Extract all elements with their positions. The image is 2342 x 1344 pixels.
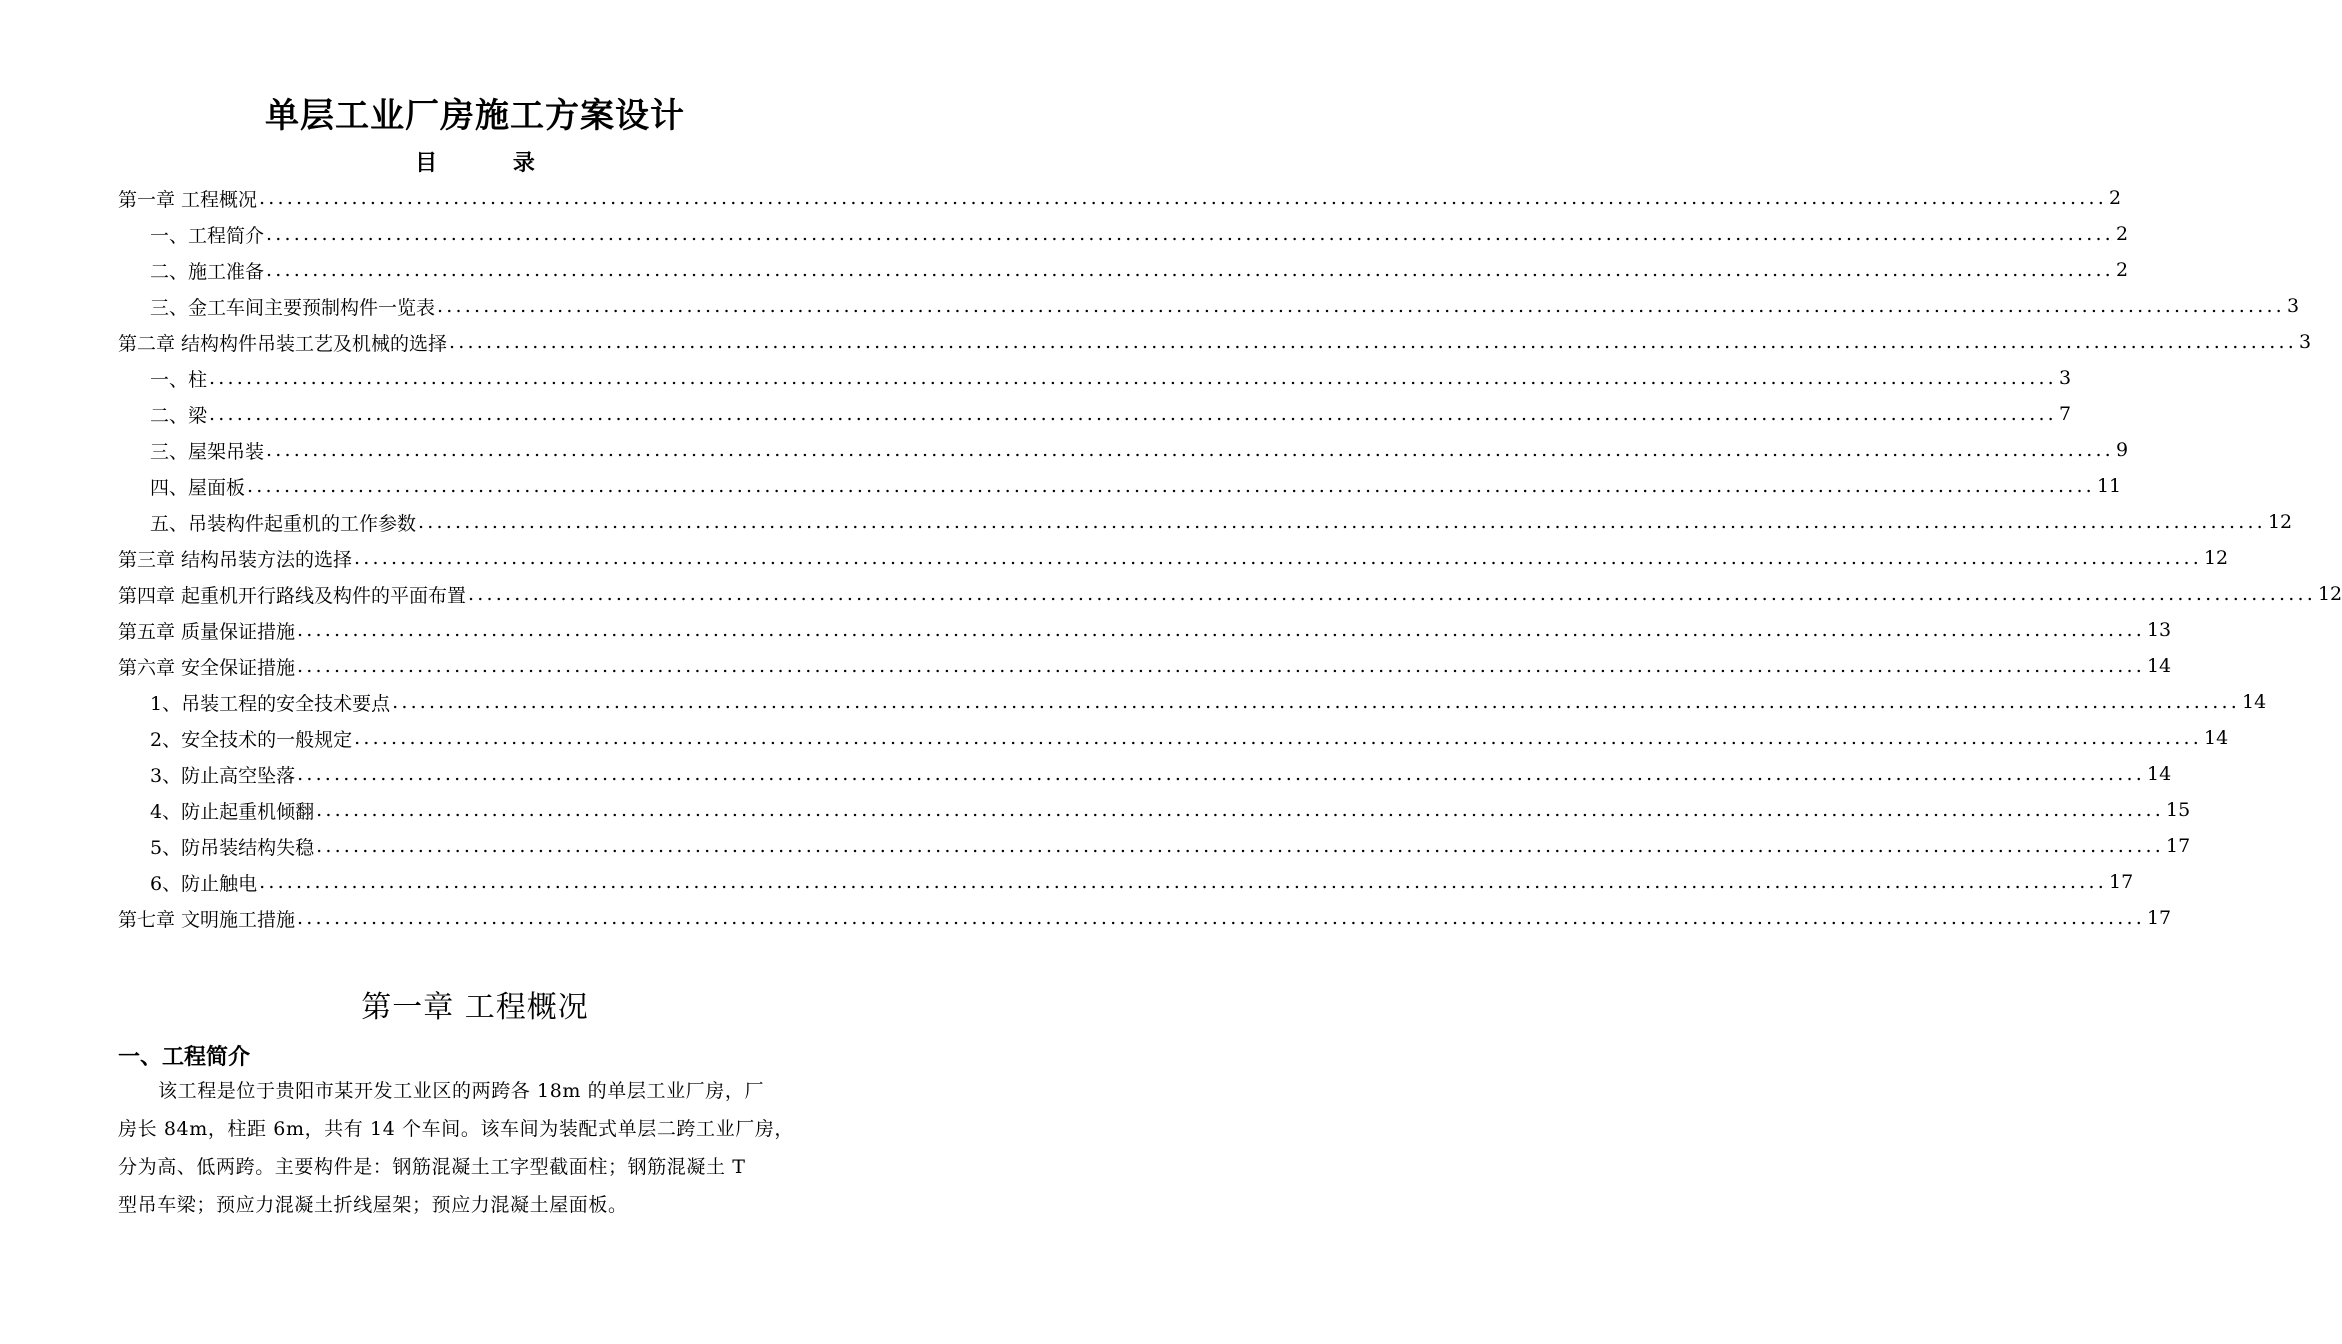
toc-entry[interactable]: [150, 684, 2267, 720]
toc-entry-label: 五、吊装构件起重机的工作参数: [150, 512, 417, 535]
toc-leader-dots: ........................................................................................................................................................................................................: [297, 619, 2145, 641]
toc-entry-page: 14: [2242, 691, 2267, 713]
toc-entry-page: 17: [2166, 835, 2191, 857]
toc-entry-label: 第三章 结构吊装方法的选择: [118, 548, 353, 571]
toc-entry[interactable]: [118, 648, 2172, 684]
toc-leader-dots: ........................................................................................................................................................................................................: [297, 763, 2146, 785]
toc-entry-label: 第六章 安全保证措施: [118, 656, 296, 679]
toc-entry-label: 一、柱: [150, 368, 208, 391]
document-title: 单层工业厂房施工方案设计: [265, 96, 685, 136]
toc-leader-dots: ........................................................................................................................................................................................................: [354, 547, 2202, 569]
toc-entry-label: 1、吊装工程的安全技术要点: [150, 692, 391, 715]
toc-entry-label: 5、防吊装结构失稳: [150, 836, 315, 859]
toc-leader-dots: ........................................................................................................................................................................................................: [468, 583, 2316, 605]
toc-entry[interactable]: [118, 612, 2172, 648]
toc-entry-label: 4、防止起重机倾翻: [150, 800, 315, 823]
toc-entry-label: 第一章 工程概况: [118, 188, 258, 211]
body-paragraph: [118, 1072, 840, 1224]
toc-entry-page: 2: [2108, 187, 2122, 209]
toc-leader-dots: ........................................................................................................................................................................................................: [266, 223, 2114, 245]
toc-entry[interactable]: [150, 432, 2129, 468]
toc-entry[interactable]: [150, 756, 2172, 792]
toc-entry-page: 13: [2146, 619, 2172, 641]
toc-leader-dots: ........................................................................................................................................................................................................: [297, 655, 2145, 677]
section-heading: 一、工程简介: [118, 1045, 251, 1070]
chapter-heading: 第一章 工程概况: [361, 990, 589, 1025]
toc-entry-page: 14: [2147, 763, 2172, 785]
toc-entry-page: 15: [2166, 799, 2191, 821]
toc-entry[interactable]: [150, 216, 2129, 252]
toc-entry-label: 2、安全技术的一般规定: [150, 728, 353, 751]
paragraph-line: 型吊车梁；预应力混凝土折线屋架；预应力混凝土屋面板。: [118, 1194, 628, 1216]
toc-entry-label: 二、梁: [150, 404, 208, 427]
toc-leader-dots: ........................................................................................................................................................................................................: [259, 187, 2107, 209]
toc-leader-dots: ........................................................................................................................................................................................................: [209, 367, 2057, 389]
toc-leader-dots: ........................................................................................................................................................................................................: [266, 439, 2114, 461]
toc-entry-label: 三、金工车间主要预制构件一览表: [150, 296, 436, 319]
toc-entry-page: 3: [2298, 331, 2312, 353]
toc-entry[interactable]: [150, 252, 2129, 288]
toc-leader-dots: ........................................................................................................................................................................................................: [297, 907, 2145, 929]
toc-entry-label: 第二章 结构构件吊装工艺及机械的选择: [118, 332, 448, 355]
toc-entry-label: 第五章 质量保证措施: [118, 620, 296, 643]
toc-leader-dots: ........................................................................................................................................................................................................: [316, 799, 2165, 821]
toc-entry-label: 一、工程简介: [150, 224, 265, 247]
toc-entry-page: 12: [2203, 547, 2229, 569]
toc-entry-label: 第七章 文明施工措施: [118, 908, 296, 931]
toc-leader-dots: ........................................................................................................................................................................................................: [418, 511, 2266, 533]
paragraph-line: 房长 84m，柱距 6m，共有 14 个车间。该车间为装配式单层二跨工业厂房，: [118, 1118, 795, 1140]
toc-entry[interactable]: [150, 396, 2072, 432]
toc-entry[interactable]: [150, 720, 2229, 756]
toc-leader-dots: ........................................................................................................................................................................................................: [437, 295, 2285, 317]
toc-entry[interactable]: [150, 360, 2072, 396]
toc-leader-dots: ........................................................................................................................................................................................................: [392, 691, 2241, 713]
toc-leader-dots: ........................................................................................................................................................................................................: [449, 331, 2297, 353]
toc-entry[interactable]: [118, 576, 2342, 612]
toc-entry[interactable]: [118, 180, 2122, 216]
toc-heading: 目 录: [415, 151, 569, 176]
toc-leader-dots: ........................................................................................................................................................................................................: [259, 871, 2108, 893]
toc-entry[interactable]: [150, 792, 2191, 828]
toc-entry-page: 11: [2096, 475, 2122, 497]
toc-entry-page: 7: [2058, 403, 2072, 425]
toc-entry-page: 17: [2109, 871, 2134, 893]
toc-entry[interactable]: [118, 540, 2229, 576]
paragraph-line: 该工程是位于贵阳市某开发工业区的两跨各 18m 的单层工业厂房，厂: [158, 1080, 765, 1102]
toc-entry-page: 3: [2286, 295, 2300, 317]
toc-entry[interactable]: [150, 468, 2122, 504]
toc-entry-page: 14: [2146, 655, 2172, 677]
toc-entry-page: 3: [2058, 367, 2072, 389]
toc-entry-page: 12: [2317, 583, 2342, 605]
toc-leader-dots: ........................................................................................................................................................................................................: [247, 475, 2095, 497]
toc-entry-label: 第四章 起重机开行路线及构件的平面布置: [118, 584, 467, 607]
paragraph-line: 分为高、低两跨。主要构件是：钢筋混凝土工字型截面柱；钢筋混凝土 T: [118, 1156, 746, 1178]
toc-entry-label: 3、防止高空坠落: [150, 764, 296, 787]
toc-entry-page: 9: [2115, 439, 2129, 461]
toc-entry[interactable]: [150, 828, 2191, 864]
toc-entry-page: 2: [2115, 259, 2129, 281]
toc-entry-page: 12: [2267, 511, 2293, 533]
toc-entry[interactable]: [150, 288, 2300, 324]
toc-entry[interactable]: [150, 504, 2293, 540]
toc-leader-dots: ........................................................................................................................................................................................................: [266, 259, 2114, 281]
toc-entry-label: 二、施工准备: [150, 260, 265, 283]
toc-entry-page: 14: [2204, 727, 2229, 749]
toc-entry-page: 17: [2146, 907, 2172, 929]
toc-entry-label: 6、防止触电: [150, 872, 258, 895]
toc-entry[interactable]: [118, 900, 2172, 936]
toc-leader-dots: ........................................................................................................................................................................................................: [316, 835, 2165, 857]
toc-entry-page: 2: [2115, 223, 2129, 245]
toc-leader-dots: ........................................................................................................................................................................................................: [354, 727, 2203, 749]
toc-entry-label: 三、屋架吊装: [150, 440, 265, 463]
toc-entry[interactable]: [150, 864, 2134, 900]
toc-leader-dots: ........................................................................................................................................................................................................: [209, 403, 2057, 425]
toc-entry-label: 四、屋面板: [150, 476, 246, 499]
toc-entry[interactable]: [118, 324, 2312, 360]
